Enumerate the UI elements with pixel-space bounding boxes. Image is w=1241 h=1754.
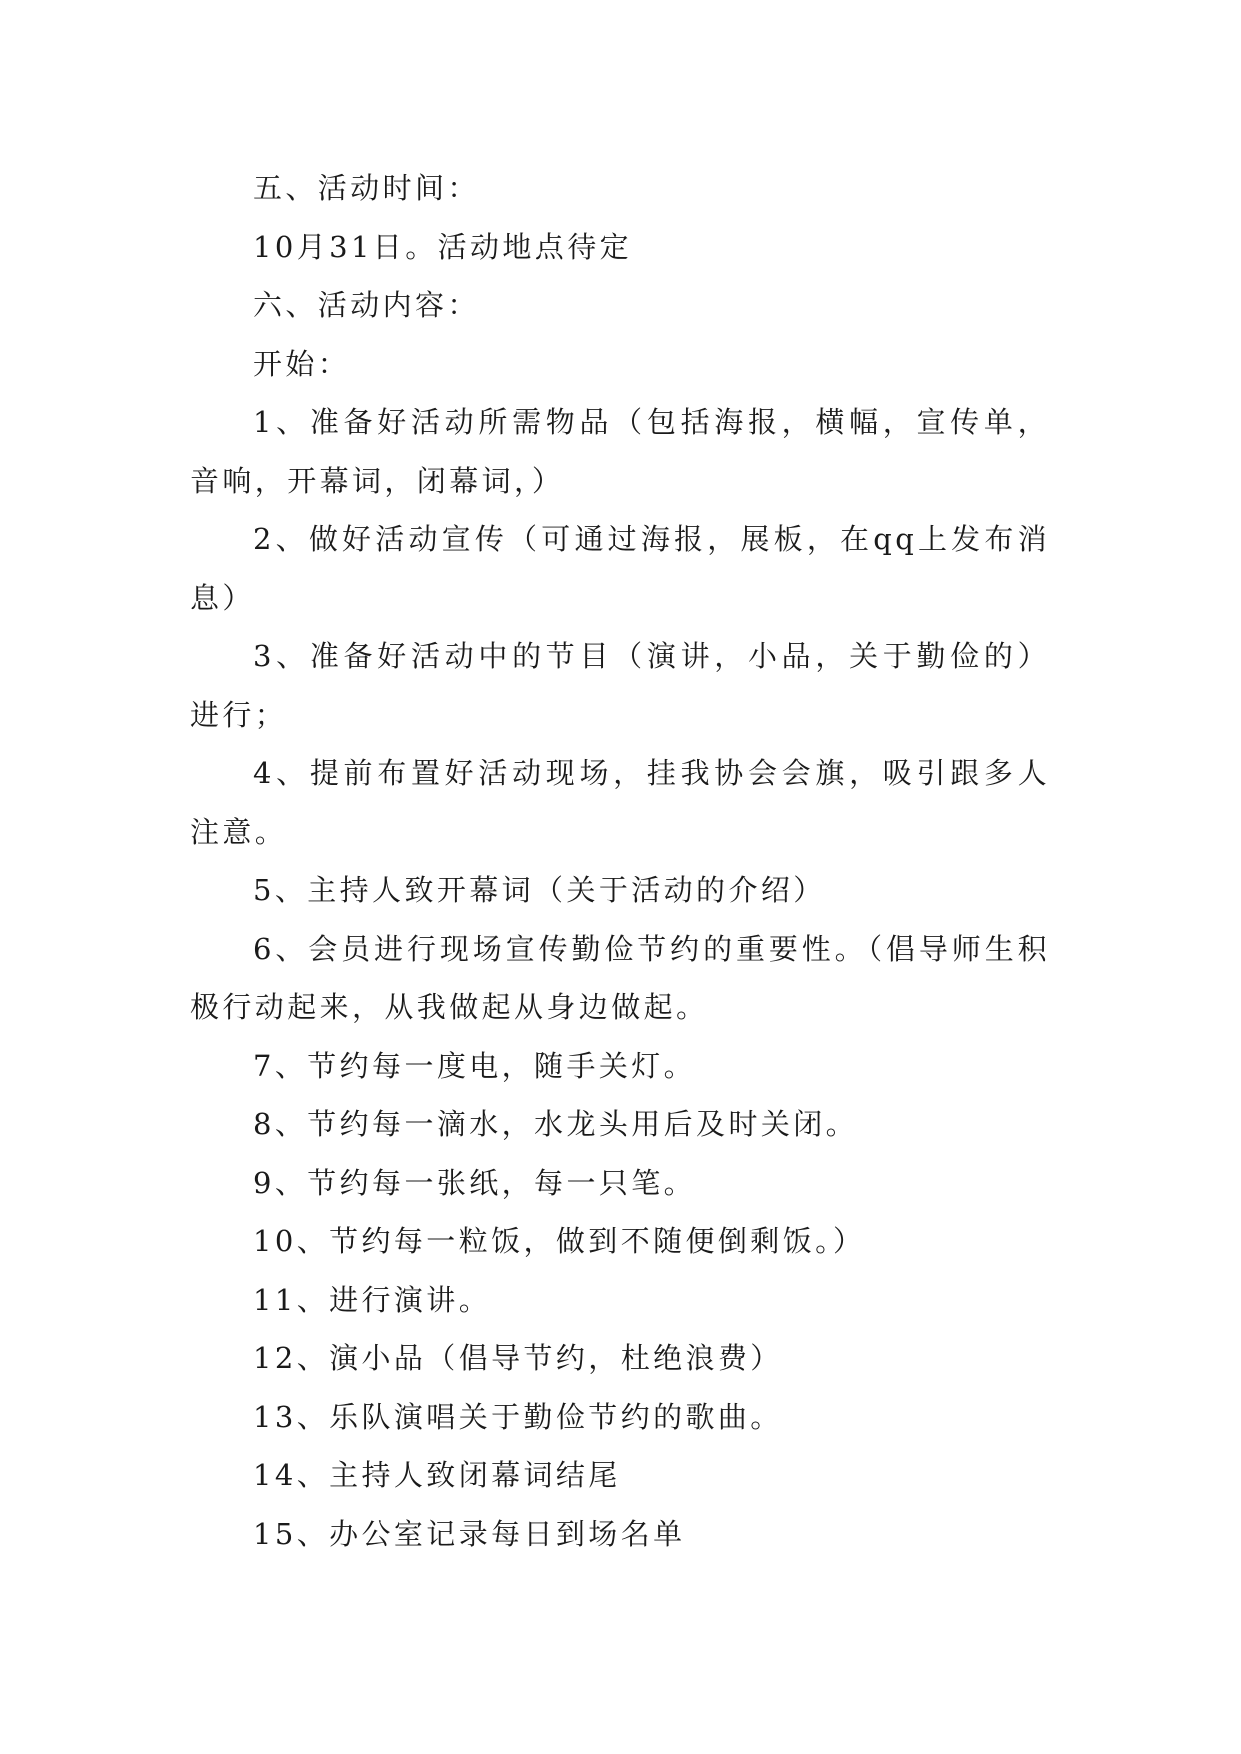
list-item-5: 5、主持人致开幕词（关于活动的介绍） xyxy=(253,873,826,907)
list-item-10: 10、节约每一粒饭，做到不随便倒剩饭。） xyxy=(253,1224,866,1258)
list-item-3: 3、准备好活动中的节目（演讲，小品，关于勤俭的）进行； xyxy=(190,639,1050,732)
document-body xyxy=(190,159,1050,1563)
list-item-7: 7、节约每一度电，随手关灯。 xyxy=(253,1048,697,1083)
list-item-13: 13、乐队演唱关于勤俭节约的歌曲。 xyxy=(253,1399,783,1434)
list-item-4: 4、提前布置好活动现场，挂我协会会旗，吸引跟多人注意。 xyxy=(190,756,1050,849)
list-item-15: 15、办公室记录每日到场名单 xyxy=(253,1516,686,1551)
list-item-12: 12、演小品（倡导节约，杜绝浪费） xyxy=(253,1341,783,1375)
list-item-6: 6、会员进行现场宣传勤俭节约的重要性。（倡导师生积极行动起来，从我做起从身边做起。 xyxy=(190,931,1050,1024)
list-item-8: 8、节约每一滴水，水龙头用后及时关闭。 xyxy=(253,1107,859,1141)
list-item-1: 1、准备好活动所需物品（包括海报，横幅，宣传单，音响，开幕词，闭幕词，） xyxy=(190,405,1050,498)
list-item-9: 9、节约每一张纸，每一只笔。 xyxy=(253,1165,697,1200)
list-item-11: 11、进行演讲。 xyxy=(253,1282,492,1317)
start-label: 开始： xyxy=(253,346,351,381)
list-item-2: 2、做好活动宣传（可通过海报，展板，在qq上发布消息） xyxy=(190,522,1050,615)
section-heading-time: 五、活动时间： xyxy=(253,171,480,205)
section-heading-content: 六、活动内容： xyxy=(253,288,480,322)
list-item-14: 14、主持人致闭幕词结尾 xyxy=(253,1458,621,1492)
time-location-text: 10月31日。活动地点待定 xyxy=(253,229,633,264)
